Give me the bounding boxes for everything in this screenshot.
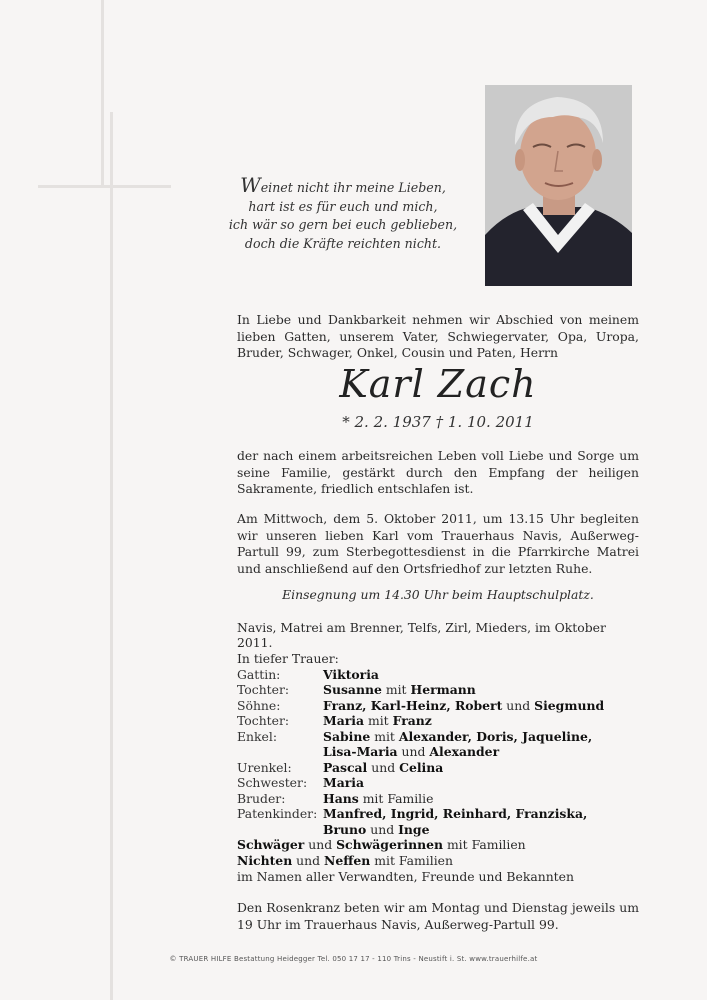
quote-line-2: hart ist es für euch und mich, [248,198,438,214]
mourner-name: Viktoria [323,666,379,682]
funeral-details: Am Mittwoch, dem 5. Oktober 2011, um 13.15 Uhr begleiten wir unseren lieben Karl vom Trauerhaus Navis, Außerweg-Partull 99, zum Sterbegottesdienst in die Pfarrkirche Matrei und anschließend auf den Ortsfriedhof zur letzten Ruhe. [237,511,639,576]
mourner-name: Neffen [324,852,371,868]
mourner-row-tochter-2 [237,713,647,729]
mourner-name: Schwägerinnen [336,837,443,852]
mourner-label-empty [237,822,323,838]
mourner-label: Tochter: [237,713,290,728]
intro-text: In Liebe und Dankbarkeit nehmen wir Abschied von meinem lieben Gatten, unserem Vater, Schwiegervater, Opa, Uropa, Bruder, Schwager, Onkel, Cousin und Paten, Herrn [237,312,639,360]
mourner-row-patenkinder [237,806,647,822]
connector-text: und [371,759,396,775]
connector-text: mit [374,728,395,744]
mourner-name: Hermann [410,682,476,697]
mourner-name: Pascal [323,759,368,775]
quote-initial: W [240,173,261,197]
mourner-label: Söhne: [237,697,281,713]
mourner-row-bruder [237,791,647,807]
connector-text: mit Familien [374,852,453,868]
connector-text: mit Familien [446,837,526,852]
mourner-name: Susanne [323,682,382,697]
mourner-label: Bruder: [237,790,286,806]
mourner-label-empty [237,744,323,760]
mourner-name: Inge [398,821,430,837]
mourner-name: Lisa-Maria [323,744,398,759]
mourner-name: Hans [323,790,359,806]
mourner-name: Maria [323,713,365,728]
quote-line-4: doch die Kräfte reichten nicht. [244,235,442,251]
connector-text: und [296,852,321,868]
quote-line-3: ich wär so gern bei euch geblieben, [228,217,458,232]
deceased-name: Karl Zach [339,362,537,406]
mourner-label: Tochter: [237,682,290,697]
mourner-row-urenkel [237,760,647,776]
blessing-note: Einsegnung um 14.30 Uhr beim Hauptschulplatz. [282,587,594,602]
mourner-name: Alexander, Doris, Jaqueline, [398,728,593,744]
cross-horizontal [38,185,171,188]
place-and-date: Navis, Matrei am Brenner, Telfs, Zirl, Mieders, im Oktober 2011. [237,620,606,650]
mourning-heading: In tiefer Trauer: [237,651,339,666]
connector-text: mit [367,713,389,728]
mourner-row-soehne [237,698,647,714]
mourner-row-enkel [237,729,647,745]
life-text: der nach einem arbeitsreichen Leben voll Liebe und Sorge um seine Familie, gestärkt durch den Empfang der heiligen Sakramente, friedlich entschlafen ist. [237,448,639,496]
life-dates: * 2. 2. 1937 † 1. 10. 2011 [342,413,534,431]
mourner-label: Gattin: [237,666,281,682]
connector-text: und [370,821,395,837]
mourner-name: Sabine [323,728,371,744]
connector-text: und [401,744,426,759]
mourner-row-enkel-cont [237,744,647,760]
mourner-name: Nichten [237,852,293,868]
mourner-label: Urenkel: [237,759,292,775]
mourner-label: Enkel: [237,728,278,744]
mourner-name: Maria [323,775,365,790]
mourner-line-schwaeger [237,837,647,853]
portrait-photo [485,85,632,286]
mourner-row-tochter-1 [237,682,647,698]
mourner-name: Manfred, Ingrid, Reinhard, Franziska, [323,806,588,821]
mourner-name: Siegmund [534,697,605,713]
connector-text: und [308,837,333,852]
mourner-name: Franz [392,713,432,728]
mourner-label: Schwester: [237,775,308,790]
mourner-name: Alexander [429,744,500,759]
mourner-line-nichten [237,853,647,869]
connector-text: und [506,697,531,713]
mourner-name: Celina [399,759,444,775]
mourner-name: Bruno [323,821,367,837]
mourners-list [237,651,647,885]
mourner-name: Schwäger [237,837,305,852]
mourner-row-schwester [237,775,647,791]
mourner-label: Patenkinder: [237,806,318,821]
mourner-name: Franz, Karl-Heinz, Robert [323,697,503,713]
memorial-quote [214,173,472,253]
connector-text: mit Familie [362,790,434,806]
footer-credit: © TRAUER HILFE Bestattung Heidegger Tel. 050 17 17 - 110 Trins - Neustift i. St. www.trauerhilfe.at [169,955,538,963]
quote-line-1: einet nicht ihr meine Lieben, [260,180,446,195]
mourner-row-gattin [237,667,647,683]
cross-vertical-lower [110,112,113,1000]
mourner-line-verwandte: im Namen aller Verwandten, Freunde und Bekannten [237,869,574,884]
connector-text: mit [385,682,407,697]
mourner-row-patenkinder-cont [237,822,647,838]
rosary-note: Den Rosenkranz beten wir am Montag und Dienstag jeweils um 19 Uhr im Trauerhaus Navis, Außerweg-Partull 99. [237,900,639,932]
cross-vertical-upper [101,0,104,188]
